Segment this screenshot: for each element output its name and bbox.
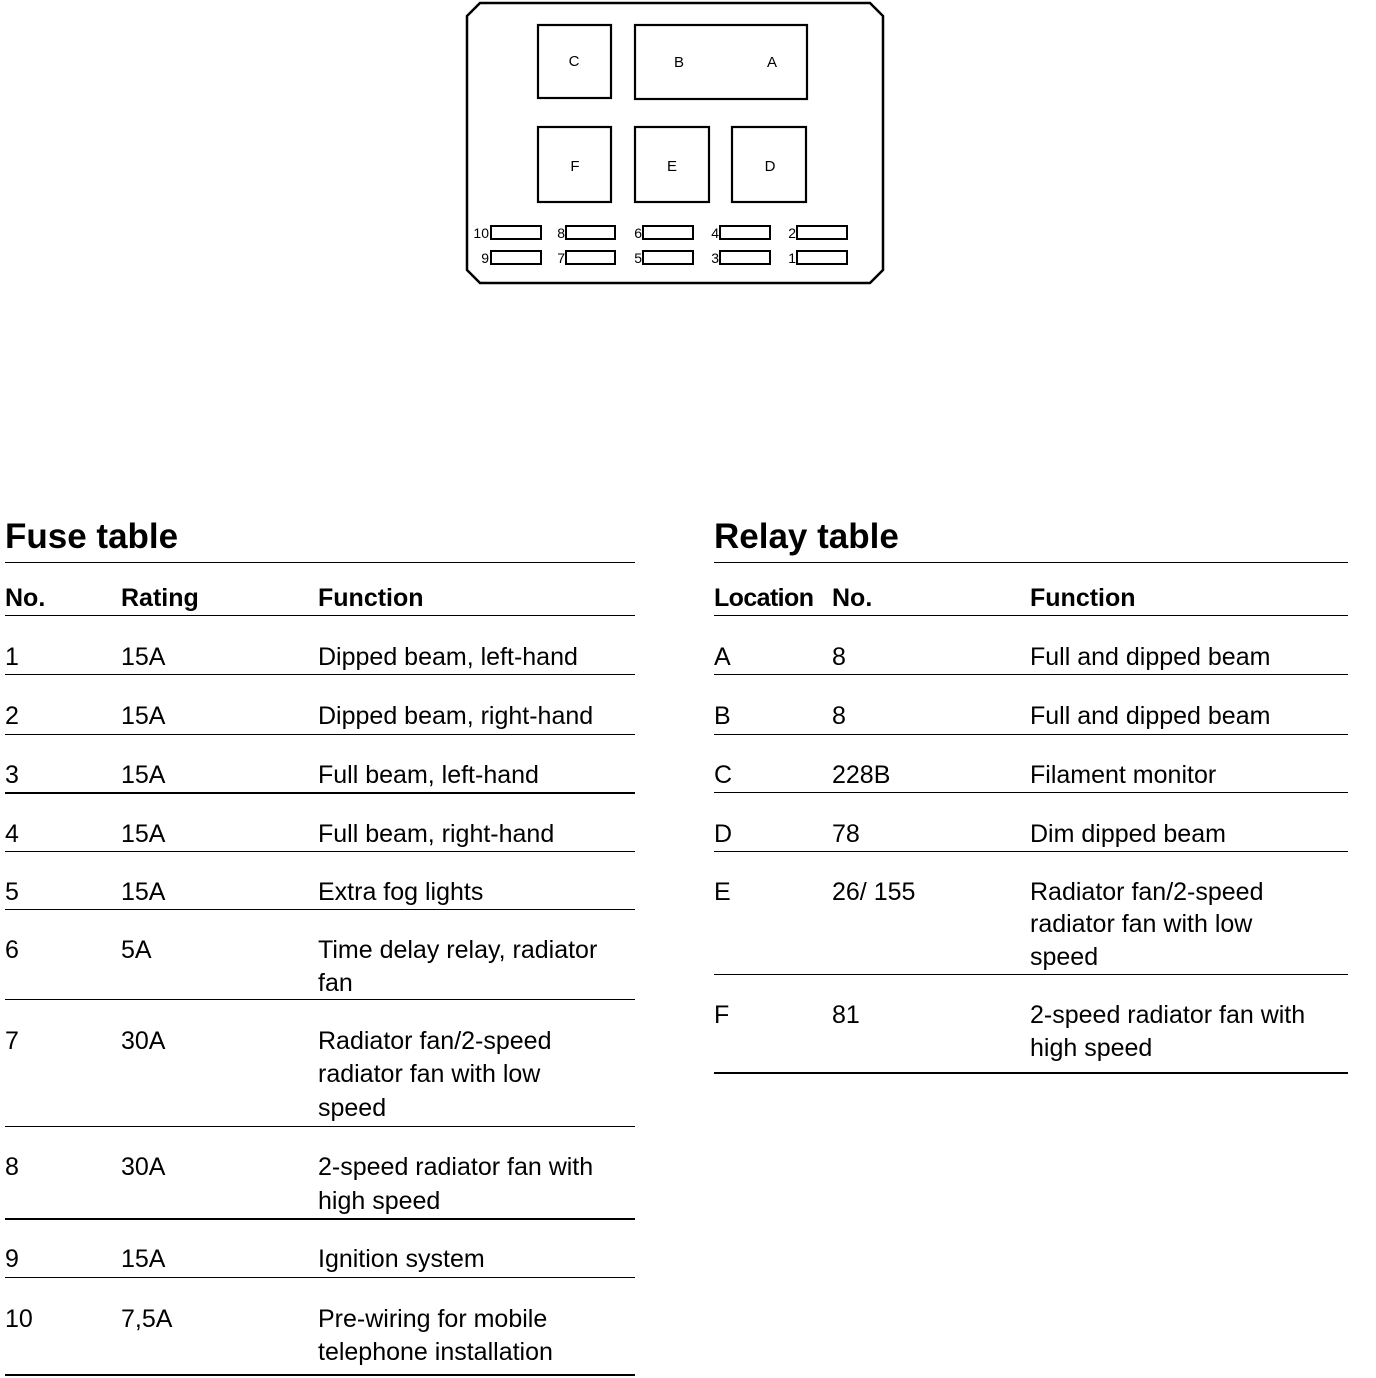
fuse-no: 7 <box>5 1027 19 1055</box>
fuse-function: Full beam, right-hand <box>318 820 555 848</box>
fuse-header-rule <box>5 615 635 616</box>
row-rule <box>5 734 635 735</box>
relay-function: Full and dipped beam <box>1030 643 1271 671</box>
fuse-slot-2 <box>797 226 847 239</box>
relay-no: 78 <box>832 820 860 848</box>
row-rule <box>714 734 1348 735</box>
fuse-header-no: No. <box>5 584 46 612</box>
fuse-slot-number: 7 <box>557 250 565 266</box>
fuse-rating: 15A <box>121 1245 166 1273</box>
fuse-no: 4 <box>5 820 19 848</box>
fuse-rating: 15A <box>121 761 166 789</box>
relay-label-a: A <box>766 54 778 71</box>
fuse-slot-9 <box>491 251 541 264</box>
row-rule <box>5 1277 635 1278</box>
relay-label-d: D <box>764 158 776 175</box>
relay-table-title-rule <box>714 562 1348 563</box>
relay-label-b: B <box>673 54 685 71</box>
fuse-slot-8 <box>566 226 615 239</box>
relay-header-location: Location <box>714 584 814 612</box>
fuse-function: high speed <box>318 1187 441 1215</box>
relay-location: F <box>714 1001 730 1029</box>
fuse-no: 3 <box>5 761 19 789</box>
relay-table-title: Relay table <box>714 517 899 556</box>
relay-no: 26/ 155 <box>832 878 916 906</box>
fuse-slot-6 <box>643 226 693 239</box>
fuse-slot-number: 3 <box>711 250 719 266</box>
relay-no: 81 <box>832 1001 860 1029</box>
fuse-rating: 30A <box>121 1153 166 1181</box>
row-rule <box>5 792 635 794</box>
fuse-box-housing <box>467 3 883 283</box>
fuse-no: 2 <box>5 702 19 730</box>
fuse-slot-number: 8 <box>557 225 565 241</box>
relay-function: Filament monitor <box>1030 761 1217 789</box>
row-rule <box>5 674 635 675</box>
fuse-slot-number: 4 <box>711 225 719 241</box>
relay-location: B <box>714 702 731 730</box>
row-rule <box>714 974 1348 975</box>
relay-no: 8 <box>832 643 846 671</box>
relay-function: Full and dipped beam <box>1030 702 1271 730</box>
relay-function: 2-speed radiator fan with <box>1030 1001 1306 1029</box>
fuse-no: 8 <box>5 1153 19 1181</box>
relay-slot-ba <box>635 25 807 99</box>
row-rule <box>5 909 635 910</box>
fuse-header-rating: Rating <box>121 584 199 612</box>
fuse-table-title-rule <box>5 562 635 563</box>
row-rule <box>5 999 635 1000</box>
fuse-box-diagram <box>0 0 1376 300</box>
fuse-header-function: Function <box>318 584 424 612</box>
fuse-no: 6 <box>5 936 19 964</box>
relay-location: E <box>714 878 731 906</box>
fuse-no: 10 <box>5 1305 33 1333</box>
fuse-slot-1 <box>797 251 847 264</box>
fuse-rating: 15A <box>121 702 166 730</box>
fuse-rating: 7,5A <box>121 1305 173 1333</box>
fuse-slot-3 <box>720 251 770 264</box>
fuse-function: Dipped beam, right-hand <box>318 702 594 730</box>
fuse-function: speed <box>318 1094 387 1122</box>
relay-location: A <box>714 643 731 671</box>
fuse-slot-number: 10 <box>473 225 489 241</box>
fuse-rating: 5A <box>121 936 152 964</box>
fuse-rating: 15A <box>121 820 166 848</box>
fuse-no: 5 <box>5 878 19 906</box>
relay-location: C <box>714 761 733 789</box>
row-rule <box>5 1218 635 1220</box>
fuse-function: telephone installation <box>318 1338 553 1366</box>
fuse-function: 2-speed radiator fan with <box>318 1153 594 1181</box>
row-rule <box>5 851 635 852</box>
fuse-function: fan <box>318 969 353 997</box>
fuse-function: Pre-wiring for mobile <box>318 1305 548 1333</box>
row-rule <box>5 1126 635 1127</box>
fuse-rating: 15A <box>121 878 166 906</box>
fuse-rating: 30A <box>121 1027 166 1055</box>
row-rule <box>714 792 1348 793</box>
relay-function: radiator fan with low <box>1030 910 1253 938</box>
relay-function: Radiator fan/2-speed <box>1030 878 1264 906</box>
relay-no: 228B <box>832 761 891 789</box>
fuse-function: Time delay relay, radiator <box>318 936 598 964</box>
row-rule <box>5 1374 635 1376</box>
relay-header-no: No. <box>832 584 873 612</box>
fuse-function: Dipped beam, left-hand <box>318 643 578 671</box>
fuse-slot-number: 9 <box>481 250 489 266</box>
fuse-function: radiator fan with low <box>318 1060 541 1088</box>
fuse-function: Radiator fan/2-speed <box>318 1027 552 1055</box>
relay-header-function: Function <box>1030 584 1136 612</box>
row-rule <box>714 851 1348 852</box>
relay-location: D <box>714 820 733 848</box>
fuse-slot-10 <box>491 226 541 239</box>
fuse-slot-4 <box>720 226 770 239</box>
fuse-slot-5 <box>643 251 693 264</box>
row-rule <box>714 674 1348 675</box>
relay-label-f: F <box>570 158 580 175</box>
fuse-no: 9 <box>5 1245 19 1273</box>
fuse-function: Ignition system <box>318 1245 485 1273</box>
relay-label-e: E <box>666 158 678 175</box>
fuse-rating: 15A <box>121 643 166 671</box>
relay-header-rule <box>714 615 1348 616</box>
fuse-table-title: Fuse table <box>5 517 179 556</box>
fuse-function: Full beam, left-hand <box>318 761 539 789</box>
fuse-slot-number: 6 <box>634 225 642 241</box>
fuse-slot-number: 1 <box>788 250 796 266</box>
relay-function: speed <box>1030 943 1099 971</box>
fuse-function: Extra fog lights <box>318 878 484 906</box>
relay-label-c: C <box>568 53 580 70</box>
fuse-slot-number: 2 <box>788 225 796 241</box>
relay-function: Dim dipped beam <box>1030 820 1226 848</box>
relay-function: high speed <box>1030 1034 1153 1062</box>
fuse-slot-number: 5 <box>634 250 642 266</box>
fuse-no: 1 <box>5 643 19 671</box>
fuse-slot-7 <box>566 251 615 264</box>
row-rule <box>714 1072 1348 1074</box>
relay-no: 8 <box>832 702 846 730</box>
